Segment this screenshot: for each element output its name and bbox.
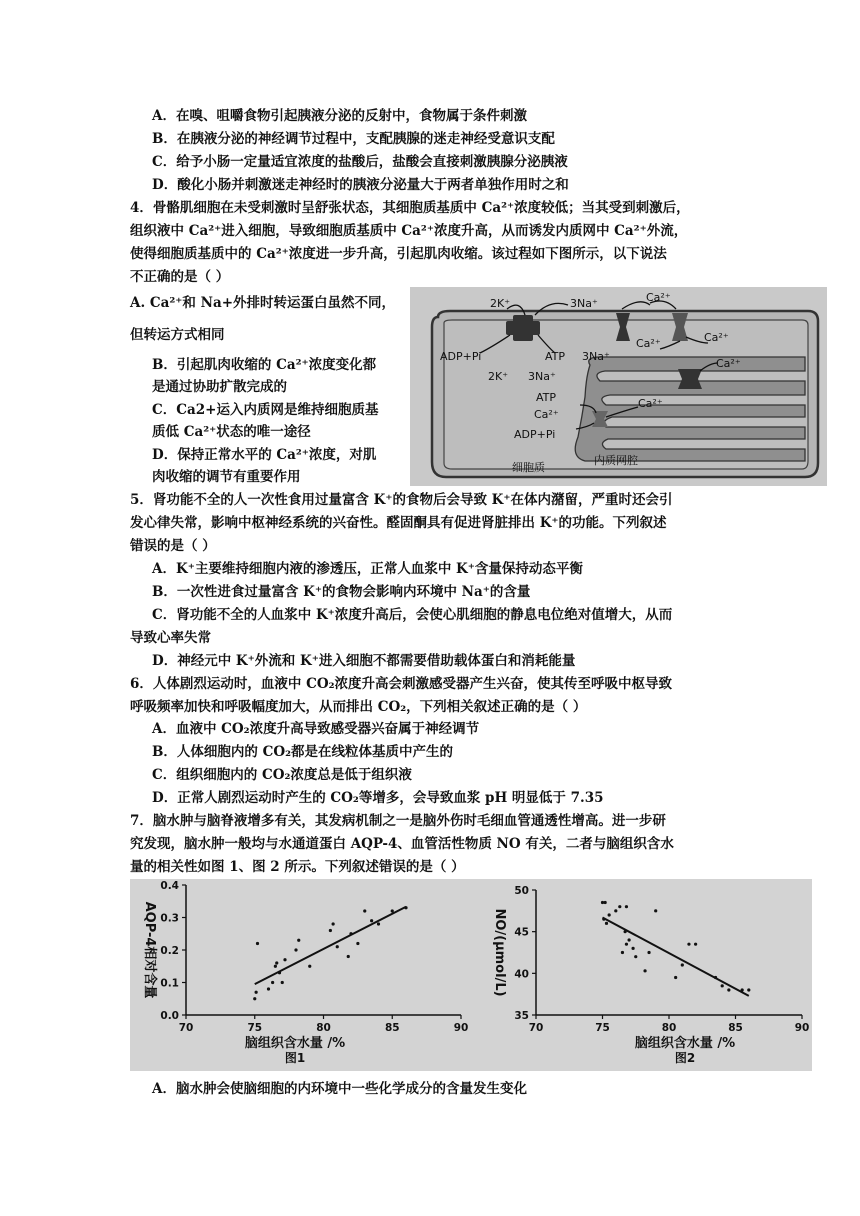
q6-option-c: C．组织细胞内的 CO₂浓度总是低于组织液 xyxy=(152,767,412,783)
x-axis-label: 脑组织含水量 /% xyxy=(634,1036,736,1051)
label-ca-er-right: Ca²⁺ xyxy=(638,397,663,410)
q7-option-a: A．脑水肿会使脑细胞的内环境中一些化学成分的含量发生变化 xyxy=(152,1081,527,1097)
label-3na-mid: 3Na⁺ xyxy=(582,350,610,363)
label-ca-mid: Ca²⁺ xyxy=(636,337,661,350)
label-adp: ADP+Pi xyxy=(440,350,482,363)
q5-option-b: B．一次性进食过量富含 K⁺的食物会影响内环境中 Na⁺的含量 xyxy=(152,584,531,600)
data-point xyxy=(631,947,634,950)
y-tick-label: 0.0 xyxy=(160,1010,179,1022)
y-tick-label: 40 xyxy=(514,968,529,981)
data-point xyxy=(255,991,258,994)
data-point xyxy=(634,955,637,958)
data-point xyxy=(363,909,366,912)
label-ca-er: Ca²⁺ xyxy=(716,357,741,370)
data-point xyxy=(271,981,274,984)
data-point xyxy=(370,919,373,922)
q6-option-d: D．正常人剧烈运动时产生的 CO₂等增多，会导致血浆 pH 明显低于 7.35 xyxy=(152,790,604,806)
trend-line xyxy=(255,907,406,984)
data-point xyxy=(377,922,380,925)
y-tick-label: 45 xyxy=(514,926,529,939)
data-point xyxy=(281,981,284,984)
trend-line xyxy=(603,918,749,996)
data-point xyxy=(694,943,697,946)
calcium-transport-diagram xyxy=(410,287,827,486)
data-point xyxy=(347,955,350,958)
data-point xyxy=(336,945,339,948)
data-point xyxy=(253,997,256,1000)
data-point xyxy=(608,913,611,916)
x-tick-label: 90 xyxy=(453,1022,469,1034)
label-ca-top: Ca²⁺ xyxy=(646,291,671,304)
label-3na-top: 3Na⁺ xyxy=(570,297,598,310)
data-point xyxy=(274,965,277,968)
y-tick-label: 50 xyxy=(514,885,529,897)
x-tick-label: 80 xyxy=(316,1022,331,1034)
q4-stem-line: 不正确的是（ ） xyxy=(130,269,230,285)
data-point xyxy=(267,987,270,990)
data-point xyxy=(674,976,677,979)
data-point xyxy=(256,942,259,945)
data-point xyxy=(294,948,297,951)
data-point xyxy=(308,965,311,968)
q3-option-a: A．在嗅、咀嚼食物引起胰液分泌的反射中，食物属于条件刺激 xyxy=(152,108,527,124)
label-2k-bottom: 2K⁺ xyxy=(488,370,509,383)
q7-stem-line: 7．脑水肿与脑脊液增多有关，其发病机制之一是脑外伤时毛细血管通透性增高。进一步研 xyxy=(130,813,666,829)
x-tick-label: 80 xyxy=(661,1022,677,1034)
label-ca-right: Ca²⁺ xyxy=(704,331,729,344)
data-point xyxy=(647,951,650,954)
q5-option-c: C．肾功能不全的人血浆中 K⁺浓度升高后，会使心肌细胞的静息电位绝对值增大，从而 xyxy=(152,607,673,623)
q4-stem-line: 使得细胞质基质中的 Ca²⁺浓度进一步升高，引起肌肉收缩。该过程如下图所示，以下说法 xyxy=(130,246,667,262)
data-point xyxy=(687,943,690,946)
data-point xyxy=(721,984,724,987)
y-tick-label: 0.3 xyxy=(160,912,179,925)
x-axis-label: 脑组织含水量 /% xyxy=(244,1036,346,1051)
x-tick-label: 90 xyxy=(794,1022,810,1034)
q5-option-c-cont: 导致心率失常 xyxy=(130,630,211,646)
x-tick-label: 85 xyxy=(728,1022,743,1034)
label-3na-bottom: 3Na⁺ xyxy=(528,370,556,383)
data-point xyxy=(625,943,628,946)
label-2k: 2K⁺ xyxy=(490,297,511,310)
q3-option-c: C．给予小肠一定量适宜浓度的盐酸后，盐酸会直接刺激胰腺分泌胰液 xyxy=(152,154,568,170)
data-point xyxy=(628,938,631,941)
q4-option-d-cont: 肉收缩的调节有重要作用 xyxy=(152,469,301,485)
q6-option-b: B．人体细胞内的 CO₂都是在线粒体基质中产生的 xyxy=(152,744,454,760)
x-tick-label: 70 xyxy=(178,1022,194,1034)
q3-option-d: D．酸化小肠并刺激迷走神经时的胰液分泌量大于两者单独作用时之和 xyxy=(152,177,569,193)
label-atp-er: ATP xyxy=(536,391,557,404)
data-point xyxy=(643,969,646,972)
q6-stem-line: 呼吸频率加快和呼吸幅度加大，从而排出 CO₂，下列相关叙述正确的是（ ） xyxy=(130,699,587,715)
data-point xyxy=(283,958,286,961)
x-tick-label: 75 xyxy=(595,1022,610,1034)
x-tick-label: 70 xyxy=(528,1022,544,1034)
q4-option-b: B．引起肌肉收缩的 Ca²⁺浓度变化都 xyxy=(152,357,377,373)
q4-option-c: C．Ca2+运入内质网是维持细胞质基 xyxy=(152,402,379,418)
data-point xyxy=(329,929,332,932)
data-point xyxy=(275,961,278,964)
data-point xyxy=(356,942,359,945)
q6-option-a: A．血液中 CO₂浓度升高导致感受器兴奋属于神经调节 xyxy=(152,721,480,737)
label-adp-er: ADP+Pi xyxy=(514,428,556,441)
q4-option-a: A. Ca²⁺和 Na+外排时转运蛋白虽然不同， xyxy=(130,295,396,311)
q5-stem-line: 发心律失常，影响中枢神经系统的兴奋性。醛固酮具有促进肾脏排出 K⁺的功能。下列叙述 xyxy=(130,515,667,531)
data-point xyxy=(681,963,684,966)
label-ca-er-left: Ca²⁺ xyxy=(534,408,559,421)
y-tick-label: 0.1 xyxy=(160,977,179,990)
data-point xyxy=(747,988,750,991)
data-point xyxy=(604,901,607,904)
scatter-charts xyxy=(130,879,812,1071)
data-point xyxy=(605,922,608,925)
figure-panel xyxy=(130,879,812,1071)
q4-option-a-cont: 但转运方式相同 xyxy=(130,327,225,343)
label-atp: ATP xyxy=(545,350,566,363)
q4-option-d: D．保持正常水平的 Ca²⁺浓度，对肌 xyxy=(152,447,377,463)
data-point xyxy=(654,909,657,912)
q5-option-d: D．神经元中 K⁺外流和 K⁺进入细胞不都需要借助载体蛋白和消耗能量 xyxy=(152,653,576,669)
data-point xyxy=(727,988,730,991)
q3-option-b: B．在胰液分泌的神经调节过程中，支配胰腺的迷走神经受意识支配 xyxy=(152,131,555,147)
y-axis-label: AQP-4相对含量 xyxy=(142,901,157,999)
q5-option-a: A．K⁺主要维持细胞内液的渗透压，正常人血浆中 K⁺含量保持动态平衡 xyxy=(152,561,583,577)
q4-stem-line: 4．骨骼肌细胞在未受刺激时呈舒张状态，其细胞质基质中 Ca²⁺浓度较低；当其受到刺激后， xyxy=(130,200,690,216)
y-tick-label: 0.4 xyxy=(160,880,179,892)
data-point xyxy=(332,922,335,925)
data-point xyxy=(297,939,300,942)
figure-caption: 图2 xyxy=(674,1051,696,1065)
q5-stem-line: 错误的是（ ） xyxy=(130,538,216,554)
q7-stem-line: 量的相关性如图 1、图 2 所示。下列叙述错误的是（ ） xyxy=(130,859,465,875)
q5-stem-line: 5．肾功能不全的人一次性食用过量富含 K⁺的食物后会导致 K⁺在体内潴留，严重时还会引 xyxy=(130,492,673,508)
q4-option-b-cont: 是通过协助扩散完成的 xyxy=(152,379,287,395)
data-point xyxy=(614,909,617,912)
q4-stem-line: 组织液中 Ca²⁺进入细胞，导致细胞质基质中 Ca²⁺浓度升高，从而诱发内质网中 Ca²⁺外流， xyxy=(130,223,688,239)
data-point xyxy=(618,905,621,908)
q4-option-c-cont: 质低 Ca²⁺状态的唯一途径 xyxy=(152,424,311,440)
y-axis-label: NO/(μmol/L) xyxy=(492,908,507,997)
figure-caption: 图1 xyxy=(284,1051,306,1065)
q6-stem-line: 6．人体剧烈运动时，血液中 CO₂浓度升高会刺激感受器产生兴奋，使其传至呼吸中枢导致 xyxy=(130,676,673,692)
x-tick-label: 75 xyxy=(247,1022,263,1034)
y-tick-label: 35 xyxy=(514,1010,529,1022)
label-cytoplasm: 细胞质 xyxy=(512,461,545,474)
label-er-lumen: 内质网腔 xyxy=(594,454,638,467)
data-point xyxy=(625,905,628,908)
data-point xyxy=(621,951,624,954)
x-tick-label: 85 xyxy=(384,1022,400,1034)
y-tick-label: 0.2 xyxy=(160,945,179,957)
q7-stem-line: 究发现，脑水肿一般均与水通道蛋白 AQP-4、血管活性物质 NO 有关，二者与脑组织含水 xyxy=(130,836,674,852)
